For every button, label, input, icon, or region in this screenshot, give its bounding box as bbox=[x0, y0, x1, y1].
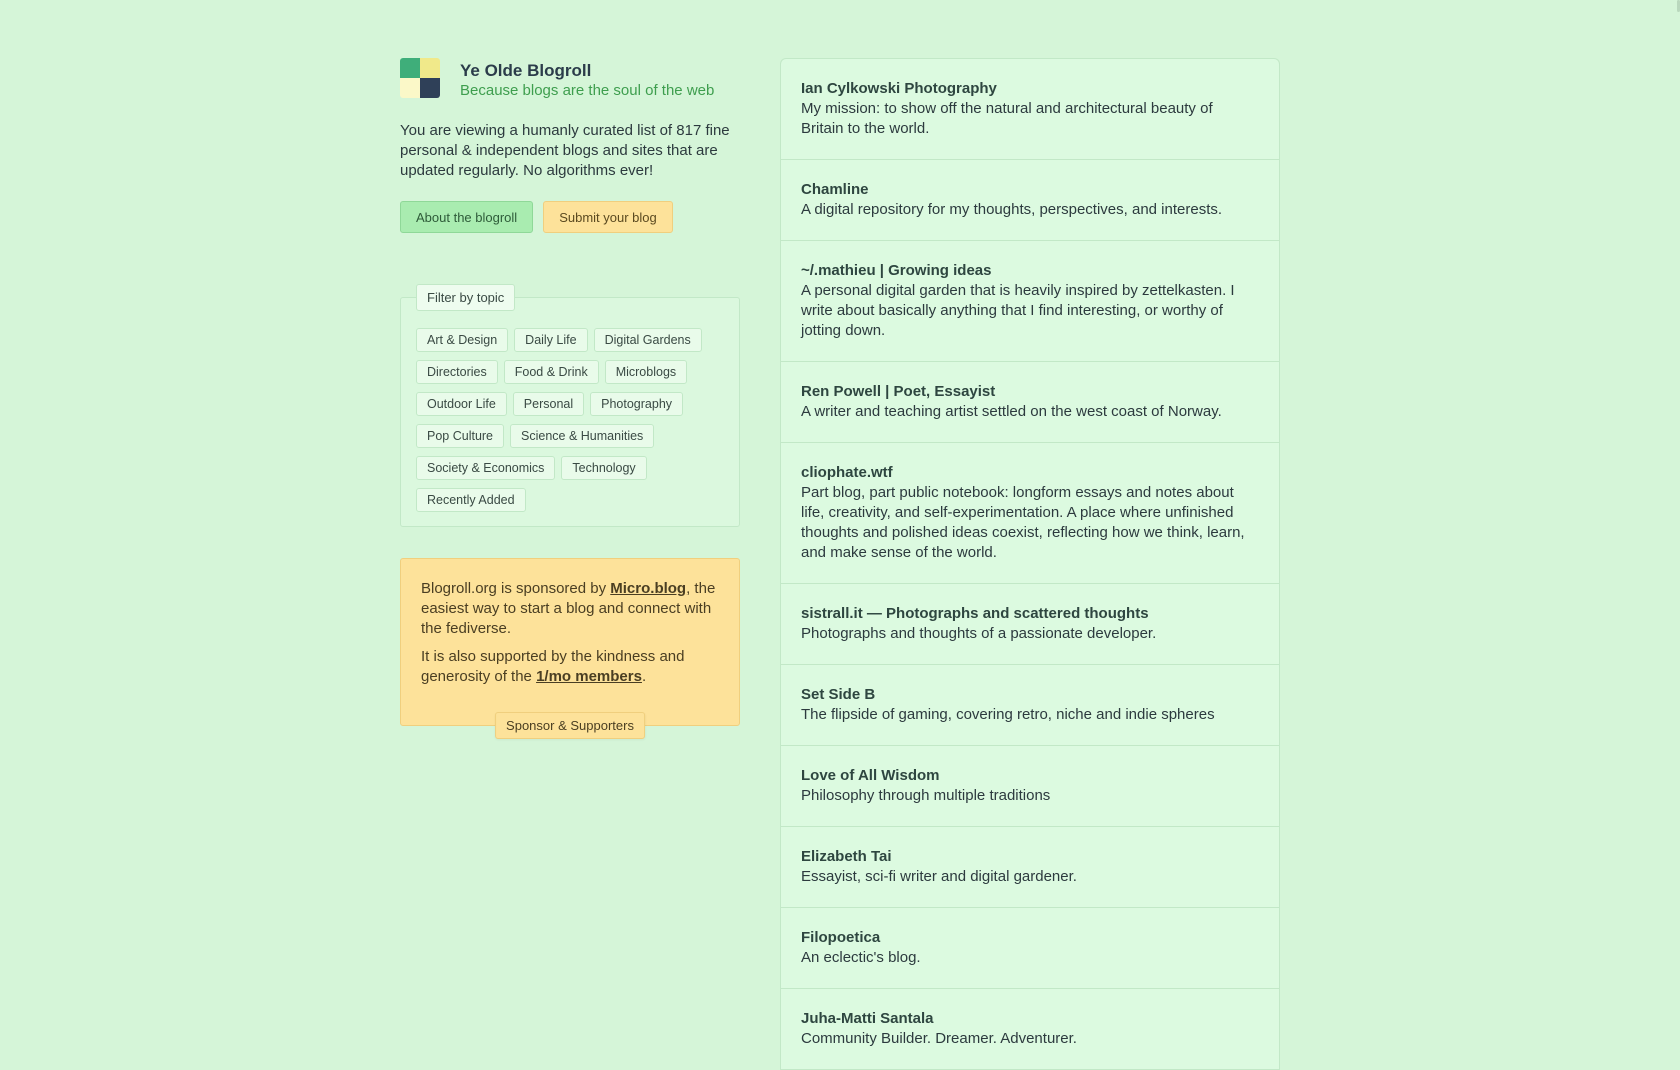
sponsor-text bbox=[421, 579, 719, 639]
topic-tag[interactable]: Photography bbox=[590, 392, 683, 416]
blog-title[interactable]: cliophate.wtf bbox=[801, 464, 893, 481]
blog-description: Community Builder. Dreamer. Adventurer. bbox=[801, 1030, 1077, 1047]
blog-description: A digital repository for my thoughts, perspectives, and interests. bbox=[801, 201, 1223, 218]
about-button[interactable]: About the blogroll bbox=[400, 201, 533, 233]
list-item[interactable] bbox=[781, 827, 1279, 908]
site-title[interactable]: Ye Olde Blogroll bbox=[460, 61, 592, 80]
list-item[interactable] bbox=[781, 584, 1279, 665]
blog-title[interactable]: Ian Cylkowski Photography bbox=[801, 80, 997, 97]
blog-description: Part blog, part public notebook: longform essays and notes about life, creativity, and self-experimentation. A place where unfinished thoughts and polished ideas coexist, reflecting how we think, learn, and make sense of the world. bbox=[801, 484, 1245, 561]
site-tagline: Because blogs are the soul of the web bbox=[460, 82, 715, 99]
blog-title[interactable]: Juha-Matti Santala bbox=[801, 1010, 934, 1027]
supporters-text bbox=[421, 647, 719, 687]
list-item[interactable] bbox=[781, 443, 1279, 584]
logo-quadrant bbox=[420, 58, 440, 78]
blog-title[interactable]: Set Side B bbox=[801, 686, 876, 703]
topic-tag[interactable]: Pop Culture bbox=[416, 424, 504, 448]
list-item[interactable] bbox=[781, 746, 1279, 827]
blog-title[interactable]: sistrall.it — Photographs and scattered thoughts bbox=[801, 605, 1149, 622]
topic-filter bbox=[400, 290, 740, 527]
blog-description: An eclectic's blog. bbox=[801, 949, 921, 966]
blog-title[interactable]: Ren Powell | Poet, Essayist bbox=[801, 383, 996, 400]
action-buttons bbox=[400, 201, 740, 233]
blog-description: The flipside of gaming, covering retro, niche and indie spheres bbox=[801, 706, 1215, 723]
brand-header bbox=[400, 58, 740, 101]
blog-list bbox=[780, 58, 1280, 1070]
topic-tag[interactable]: Daily Life bbox=[514, 328, 587, 352]
sidebar bbox=[400, 58, 740, 733]
topic-tag[interactable]: Personal bbox=[513, 392, 584, 416]
submit-blog-button[interactable]: Submit your blog bbox=[543, 201, 673, 233]
blog-description: Photographs and thoughts of a passionate developer. bbox=[801, 625, 1157, 642]
topic-tag[interactable]: Art & Design bbox=[416, 328, 508, 352]
supporters-text-end: . bbox=[641, 668, 647, 685]
topic-tag[interactable]: Technology bbox=[561, 456, 646, 480]
blog-title[interactable]: Chamline bbox=[801, 181, 869, 198]
topic-tag[interactable]: Society & Economics bbox=[416, 456, 555, 480]
sponsor-box bbox=[400, 558, 740, 733]
topic-tag[interactable]: Outdoor Life bbox=[416, 392, 507, 416]
list-item[interactable] bbox=[781, 908, 1279, 989]
topic-tag[interactable]: Microblogs bbox=[605, 360, 687, 384]
list-item[interactable] bbox=[781, 241, 1279, 362]
sponsor-supporters-button[interactable]: Sponsor & Supporters bbox=[495, 712, 645, 739]
topic-tag[interactable]: Digital Gardens bbox=[594, 328, 702, 352]
blog-description: Essayist, sci-fi writer and digital gardener. bbox=[801, 868, 1077, 885]
logo-quadrant bbox=[400, 58, 420, 78]
sponsor-text-start: Blogroll.org is sponsored by bbox=[421, 580, 611, 597]
blog-description: A writer and teaching artist settled on the west coast of Norway. bbox=[801, 403, 1222, 420]
microblog-link[interactable]: Micro.blog bbox=[610, 580, 687, 597]
sponsor-text-end: , the easiest way to start a blog and connect with the fediverse. bbox=[421, 580, 716, 637]
logo-quadrant bbox=[420, 78, 440, 98]
topic-tag[interactable]: Directories bbox=[416, 360, 498, 384]
logo-quadrant bbox=[400, 78, 420, 98]
list-item[interactable] bbox=[781, 362, 1279, 443]
list-item[interactable] bbox=[781, 59, 1279, 160]
supporters-text-start: It is also supported by the kindness and generosity of the bbox=[421, 648, 685, 685]
blog-description: Philosophy through multiple traditions bbox=[801, 787, 1051, 804]
blog-title[interactable]: ~/.mathieu | Growing ideas bbox=[801, 262, 992, 279]
list-item[interactable] bbox=[781, 160, 1279, 241]
intro-text: You are viewing a humanly curated list of 817 fine personal & independent blogs and sites that are updated regularly. No algorithms ever! bbox=[400, 122, 730, 179]
members-link[interactable]: 1/mo members bbox=[536, 668, 642, 685]
filter-legend: Filter by topic bbox=[416, 284, 515, 311]
topic-tag[interactable]: Science & Humanities bbox=[510, 424, 654, 448]
blog-description: A personal digital garden that is heavily inspired by zettelkasten. I write about basically anything that I find interesting, or worthy of jotting down. bbox=[801, 282, 1235, 339]
topic-tag[interactable]: Food & Drink bbox=[504, 360, 599, 384]
blog-title[interactable]: Filopoetica bbox=[801, 929, 881, 946]
list-item[interactable] bbox=[781, 665, 1279, 746]
blog-title[interactable]: Elizabeth Tai bbox=[801, 848, 892, 865]
list-item[interactable] bbox=[781, 989, 1279, 1070]
topic-tags bbox=[416, 328, 724, 512]
blog-title[interactable]: Love of All Wisdom bbox=[801, 767, 940, 784]
blog-description: My mission: to show off the natural and architectural beauty of Britain to the world. bbox=[801, 100, 1213, 137]
logo-icon[interactable] bbox=[400, 58, 440, 98]
brand-text bbox=[460, 61, 714, 101]
topic-tag[interactable]: Recently Added bbox=[416, 488, 526, 512]
